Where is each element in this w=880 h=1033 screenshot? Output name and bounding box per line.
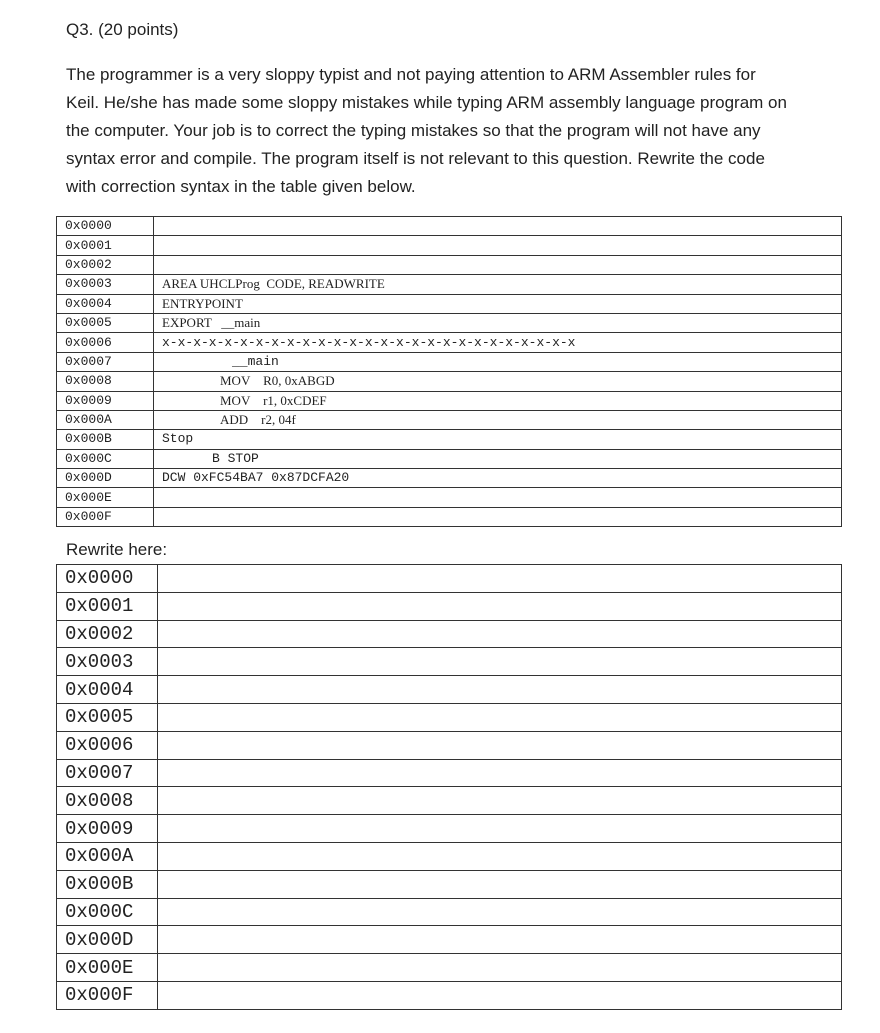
code-cell: MOV R0, 0xABGD: [154, 372, 842, 391]
table-row: [57, 898, 842, 926]
address-cell: 0x0006: [57, 333, 154, 352]
prompt-line: Keil. He/she has made some sloppy mistakes while typing ARM assembly language program on: [66, 93, 787, 112]
table-row: [57, 507, 842, 526]
table-row: [57, 488, 842, 507]
code-cell: x-x-x-x-x-x-x-x-x-x-x-x-x-x-x-x-x-x-x-x-x-x-x-x-x-x-x: [154, 333, 842, 352]
table-row: [57, 449, 842, 468]
address-cell: 0x0005: [57, 703, 158, 731]
address-cell: 0x0009: [57, 815, 158, 843]
answer-cell[interactable]: [158, 815, 842, 843]
address-cell: 0x0002: [57, 255, 154, 274]
address-cell: 0x000A: [57, 842, 158, 870]
table-row: [57, 430, 842, 449]
address-cell: 0x0004: [57, 294, 154, 313]
address-cell: 0x0004: [57, 676, 158, 704]
address-cell: 0x0005: [57, 313, 154, 332]
address-cell: 0x000B: [57, 430, 154, 449]
table-row: [57, 333, 842, 352]
answer-cell[interactable]: [158, 787, 842, 815]
code-table: [56, 216, 842, 527]
code-cell: [154, 507, 842, 526]
address-cell: 0x0002: [57, 620, 158, 648]
answer-cell[interactable]: [158, 954, 842, 982]
address-cell: 0x000C: [57, 898, 158, 926]
table-row: [57, 676, 842, 704]
table-row: [57, 372, 842, 391]
question-title: Q3. (20 points): [66, 20, 179, 39]
answer-cell[interactable]: [158, 676, 842, 704]
address-cell: 0x0008: [57, 372, 154, 391]
answer-cell[interactable]: [158, 703, 842, 731]
table-row: [57, 787, 842, 815]
table-row: [57, 731, 842, 759]
address-cell: 0x000A: [57, 410, 154, 429]
code-cell: MOV r1, 0xCDEF: [154, 391, 842, 410]
table-row: [57, 313, 842, 332]
table-row: [57, 648, 842, 676]
address-cell: 0x000E: [57, 488, 154, 507]
table-row: [57, 815, 842, 843]
table-row: [57, 469, 842, 488]
code-cell: [154, 236, 842, 255]
table-row: [57, 703, 842, 731]
table-row: [57, 870, 842, 898]
code-cell: ENTRYPOINT: [154, 294, 842, 313]
table-row: [57, 842, 842, 870]
answer-cell[interactable]: [158, 592, 842, 620]
table-row: [57, 236, 842, 255]
table-row: [57, 275, 842, 294]
address-cell: 0x0008: [57, 787, 158, 815]
table-row: [57, 926, 842, 954]
answer-cell[interactable]: [158, 926, 842, 954]
address-cell: 0x0003: [57, 275, 154, 294]
table-row: [57, 352, 842, 371]
answer-cell[interactable]: [158, 898, 842, 926]
answer-cell[interactable]: [158, 565, 842, 593]
address-cell: 0x0000: [57, 565, 158, 593]
prompt-line: The programmer is a very sloppy typist and not paying attention to ARM Assembler rules for: [66, 65, 756, 84]
code-cell: ADD r2, 04f: [154, 410, 842, 429]
address-cell: 0x000D: [57, 469, 154, 488]
address-cell: 0x0001: [57, 236, 154, 255]
prompt-line: with correction syntax in the table given below.: [66, 177, 416, 196]
prompt-line: the computer. Your job is to correct the typing mistakes so that the program will not have any: [66, 121, 761, 140]
code-cell: Stop: [154, 430, 842, 449]
rewrite-label: Rewrite here:: [66, 540, 168, 559]
rewrite-table: [56, 564, 842, 1010]
table-row: [57, 391, 842, 410]
answer-cell[interactable]: [158, 731, 842, 759]
table-row: [57, 565, 842, 593]
code-cell: AREA UHCLProg CODE, READWRITE: [154, 275, 842, 294]
table-row: [57, 294, 842, 313]
address-cell: 0x0000: [57, 217, 154, 236]
code-cell: [154, 488, 842, 507]
answer-cell[interactable]: [158, 620, 842, 648]
answer-cell[interactable]: [158, 981, 842, 1009]
table-row: [57, 759, 842, 787]
code-cell: EXPORT __main: [154, 313, 842, 332]
table-row: [57, 217, 842, 236]
address-cell: 0x000E: [57, 954, 158, 982]
table-row: [57, 981, 842, 1009]
table-row: [57, 954, 842, 982]
address-cell: 0x000F: [57, 981, 158, 1009]
address-cell: 0x000F: [57, 507, 154, 526]
table-row: [57, 410, 842, 429]
answer-cell[interactable]: [158, 842, 842, 870]
code-cell: [154, 217, 842, 236]
address-cell: 0x0007: [57, 759, 158, 787]
answer-cell[interactable]: [158, 870, 842, 898]
answer-cell[interactable]: [158, 648, 842, 676]
answer-cell[interactable]: [158, 759, 842, 787]
address-cell: 0x000C: [57, 449, 154, 468]
address-cell: 0x0009: [57, 391, 154, 410]
code-cell: __main: [154, 352, 842, 371]
code-cell: [154, 255, 842, 274]
address-cell: 0x0001: [57, 592, 158, 620]
prompt-line: syntax error and compile. The program itself is not relevant to this question. Rewrite the code: [66, 149, 765, 168]
address-cell: 0x0007: [57, 352, 154, 371]
address-cell: 0x0003: [57, 648, 158, 676]
code-cell: DCW 0xFC54BA7 0x87DCFA20: [154, 469, 842, 488]
table-row: [57, 255, 842, 274]
code-cell: B STOP: [154, 449, 842, 468]
address-cell: 0x000D: [57, 926, 158, 954]
address-cell: 0x000B: [57, 870, 158, 898]
table-row: [57, 592, 842, 620]
table-row: [57, 620, 842, 648]
question-prompt: [66, 61, 836, 201]
address-cell: 0x0006: [57, 731, 158, 759]
